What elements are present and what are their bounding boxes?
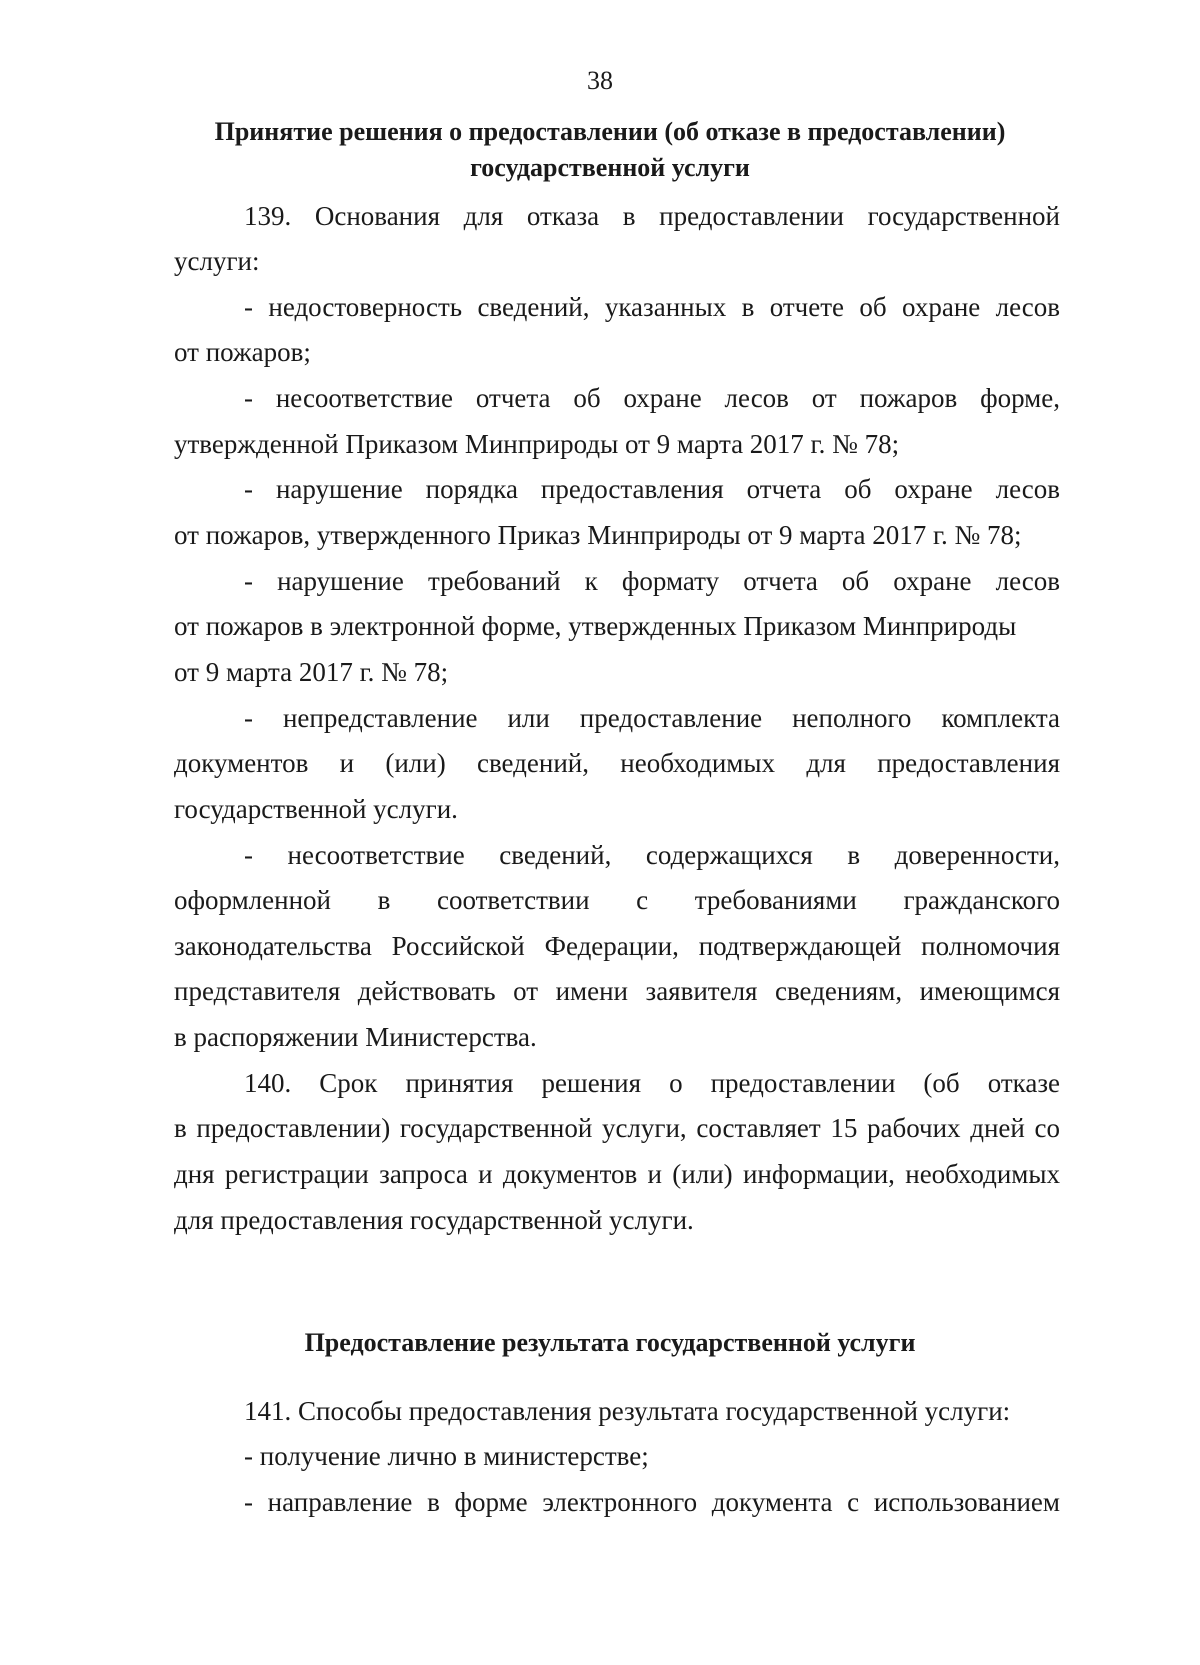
section-heading-decision [150,114,1070,186]
text-line: услуги: [174,246,260,276]
text-line: - направление в форме электронного документа с использованием [244,1487,1060,1517]
text-line: утвержденной Приказом Минприроды от 9 марта 2017 г. № 78; [174,429,900,459]
text-line: - несоответствие сведений, содержащихся в доверенности, [244,840,1060,870]
text-line: - нарушение требований к формату отчета об охране лесов [244,566,1060,596]
text-line: 140. Срок принятия решения о предоставлении (об отказе [244,1068,1060,1098]
text-line: оформленной в соответствии с требованиями гражданского [174,885,1060,915]
text-line: в предоставлении) государственной услуги, составляет 15 рабочих дней со [174,1113,1060,1143]
text-line: - нарушение порядка предоставления отчета об охране лесов [244,474,1060,504]
text-line: дня регистрации запроса и документов и (или) информации, необходимых [174,1159,1060,1189]
text-line: - несоответствие отчета об охране лесов от пожаров форме, [244,383,1060,413]
section-heading-result: Предоставление результата государственной услуги [304,1328,916,1357]
text-line: представителя действовать от имени заявителя сведениям, имеющимся [174,976,1060,1006]
text-line: 139. Основания для отказа в предоставлении государственной [244,201,1060,231]
heading-line: Принятие решения о предоставлении (об отказе в предоставлении) [214,117,1006,146]
text-line: 141. Способы предоставления результата государственной услуги: [244,1396,1011,1426]
text-line: от 9 марта 2017 г. № 78; [174,657,449,687]
text-line: - получение лично в министерстве; [244,1441,649,1471]
text-line: государственной услуги. [174,794,458,824]
text-line: в распоряжении Министерства. [174,1022,537,1052]
page-number: 38 [587,66,613,95]
text-line: от пожаров; [174,337,311,367]
text-line: от пожаров в электронной форме, утвержденных Приказом Минприроды [174,611,1017,641]
text-line: - недостоверность сведений, указанных в отчете об охране лесов [244,292,1060,322]
text-line: законодательства Российской Федерации, подтверждающей полномочия [174,931,1060,961]
text-line: документов и (или) сведений, необходимых для предоставления [174,748,1060,778]
text-line: для предоставления государственной услуги. [174,1205,694,1235]
heading-line: государственной услуги [470,153,750,182]
text-line: от пожаров, утвержденного Приказ Минприроды от 9 марта 2017 г. № 78; [174,520,1022,550]
text-line: - непредставление или предоставление неполного комплекта [244,703,1060,733]
